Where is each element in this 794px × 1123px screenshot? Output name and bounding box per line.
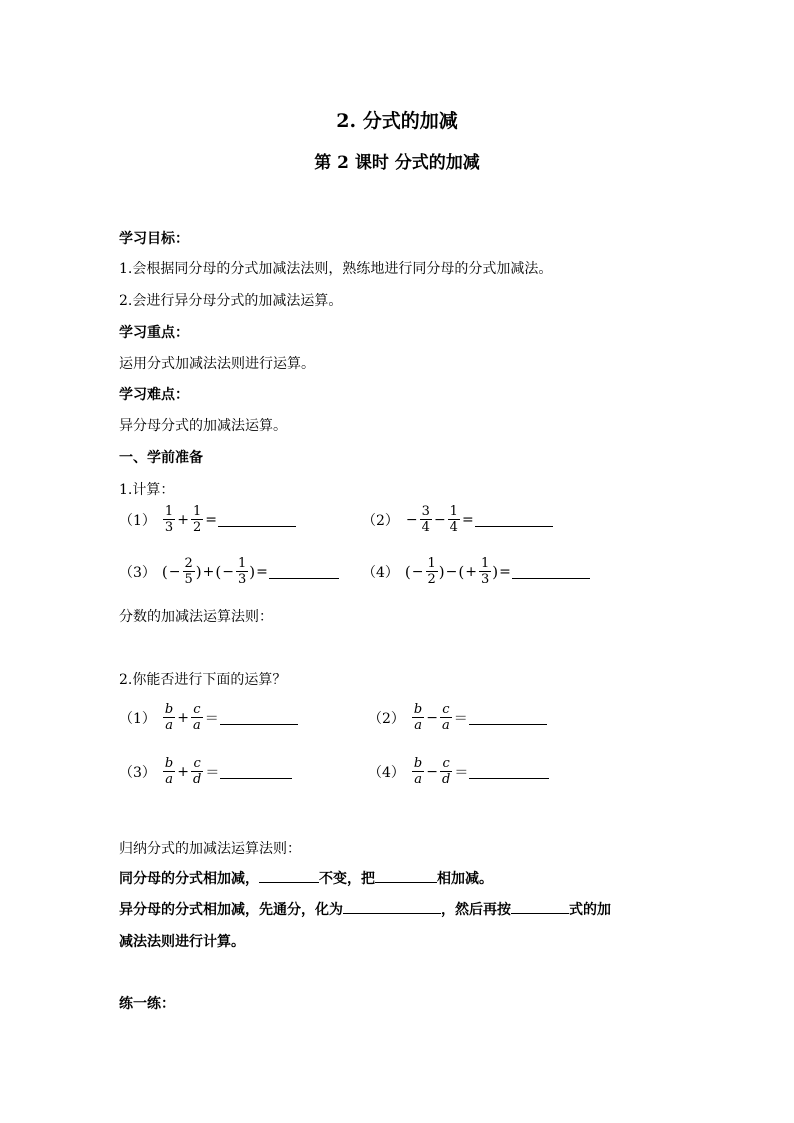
goal-item-1: 1.会根据同分母的分式加减法法则，熟练地进行同分母的分式加减法。 xyxy=(119,261,553,277)
q1-item-1 xyxy=(119,504,296,535)
q1-item-2 xyxy=(362,504,553,535)
fraction: $\frac{1}{4}$ xyxy=(449,504,458,535)
fraction: $\frac{c}{d}$ xyxy=(441,756,451,787)
answer-blank[interactable] xyxy=(469,710,547,725)
fraction: $\frac{c}{a}$ xyxy=(192,702,201,733)
difficult-text: 异分母分式的加减法运算。 xyxy=(119,418,287,434)
practice-heading: 练一练： xyxy=(119,996,175,1012)
minus-sign: − xyxy=(426,709,438,726)
equals-sign: ＝ xyxy=(204,710,219,727)
page-title: 2. 分式的加减 xyxy=(336,110,458,132)
q1-item-4 xyxy=(362,556,590,587)
q2-item-4 xyxy=(368,756,549,787)
same-denominator-rule xyxy=(119,868,493,888)
answer-blank[interactable] xyxy=(475,512,553,527)
fraction: $\frac{3}{4}$ xyxy=(421,504,430,535)
equals-sign: = xyxy=(499,563,511,580)
equals-sign: = xyxy=(461,511,474,528)
fraction: $\frac{1}{2}$ xyxy=(192,504,202,535)
fraction: $\frac{c}{a}$ xyxy=(441,702,450,733)
plus-sign: + xyxy=(202,563,215,580)
answer-blank[interactable] xyxy=(259,868,319,883)
answer-blank[interactable] xyxy=(220,710,298,725)
fraction: $\frac{b}{a}$ xyxy=(413,702,423,733)
answer-blank[interactable] xyxy=(512,564,590,579)
difficult-heading: 学习难点： xyxy=(119,387,189,403)
item-label: （4） xyxy=(362,564,399,581)
equals-sign: = xyxy=(205,511,217,528)
answer-blank[interactable] xyxy=(218,512,296,527)
section1-heading: 一、学前准备 xyxy=(119,450,203,466)
answer-blank[interactable] xyxy=(511,899,569,914)
rule-text: 不变，把 xyxy=(319,871,375,887)
minus-sign: − xyxy=(405,511,418,528)
fraction-rule-label: 分数的加减法运算法则： xyxy=(119,609,273,625)
fraction: $\frac{b}{a}$ xyxy=(164,756,174,787)
item-label: （4） xyxy=(368,764,405,781)
rule-text: 式的加 xyxy=(569,902,611,918)
different-denominator-rule-cont: 减法法则进行计算。 xyxy=(119,934,245,950)
right-paren: ) xyxy=(195,562,202,581)
answer-blank[interactable] xyxy=(220,764,292,779)
answer-blank[interactable] xyxy=(269,564,339,579)
fraction: $\frac{1}{3}$ xyxy=(164,504,174,535)
plus-sign: + xyxy=(177,709,189,726)
item-label: （3） xyxy=(119,764,156,781)
equals-sign: = xyxy=(256,563,268,580)
q2-item-2 xyxy=(368,702,547,733)
equals-sign: ＝ xyxy=(454,764,469,781)
plus-sign: + xyxy=(465,563,477,580)
plus-sign: + xyxy=(177,763,189,780)
fraction: $\frac{2}{5}$ xyxy=(184,556,193,587)
rule-text: 异分母的分式相加减，先通分，化为 xyxy=(119,902,343,918)
fraction: $\frac{c}{d}$ xyxy=(192,756,202,787)
different-denominator-rule xyxy=(119,899,611,919)
left-paren: ( xyxy=(458,562,465,581)
q2-item-3 xyxy=(119,756,292,787)
answer-blank[interactable] xyxy=(375,868,437,883)
plus-sign: + xyxy=(177,511,189,528)
item-label: （1） xyxy=(119,512,156,529)
minus-sign: − xyxy=(426,763,438,780)
minus-sign: − xyxy=(445,563,458,580)
q2-label: 2.你能否进行下面的运算？ xyxy=(119,672,287,688)
minus-sign: − xyxy=(222,563,234,580)
summary-intro: 归纳分式的加减法运算法则： xyxy=(119,841,301,857)
key-heading: 学习重点： xyxy=(119,325,189,341)
rule-text: 相加减。 xyxy=(437,871,493,887)
answer-blank[interactable] xyxy=(343,899,441,914)
item-label: （3） xyxy=(119,564,156,581)
item-label: （2） xyxy=(368,710,405,727)
item-label: （2） xyxy=(362,512,399,529)
fraction: $\frac{b}{a}$ xyxy=(413,756,423,787)
left-paren: ( xyxy=(161,562,168,581)
fraction: $\frac{1}{3}$ xyxy=(237,556,247,587)
equals-sign: ＝ xyxy=(453,710,468,727)
equals-sign: ＝ xyxy=(205,764,220,781)
key-text: 运用分式加减法法则进行运算。 xyxy=(119,356,315,372)
fraction: $\frac{b}{a}$ xyxy=(164,702,174,733)
page-subtitle: 第 2 课时 分式的加减 xyxy=(314,153,480,173)
right-paren: ) xyxy=(249,562,256,581)
minus-sign: − xyxy=(168,563,181,580)
q1-label: 1.计算： xyxy=(119,482,175,498)
fraction: $\frac{1}{3}$ xyxy=(480,556,490,587)
minus-sign: − xyxy=(411,563,424,580)
answer-blank[interactable] xyxy=(469,764,549,779)
q2-item-1 xyxy=(119,702,298,733)
minus-sign: − xyxy=(433,511,446,528)
q1-item-3 xyxy=(119,556,339,587)
fraction: $\frac{1}{2}$ xyxy=(427,556,436,587)
rule-text: 同分母的分式相加减， xyxy=(119,871,259,887)
right-paren: ) xyxy=(492,562,499,581)
item-label: （1） xyxy=(119,710,156,727)
left-paren: ( xyxy=(404,562,411,581)
goal-item-2: 2.会进行异分母分式的加减法运算。 xyxy=(119,293,343,309)
left-paren: ( xyxy=(215,562,222,581)
goals-heading: 学习目标： xyxy=(119,231,189,247)
rule-text: ，然后再按 xyxy=(441,902,511,918)
right-paren: ) xyxy=(438,562,445,581)
